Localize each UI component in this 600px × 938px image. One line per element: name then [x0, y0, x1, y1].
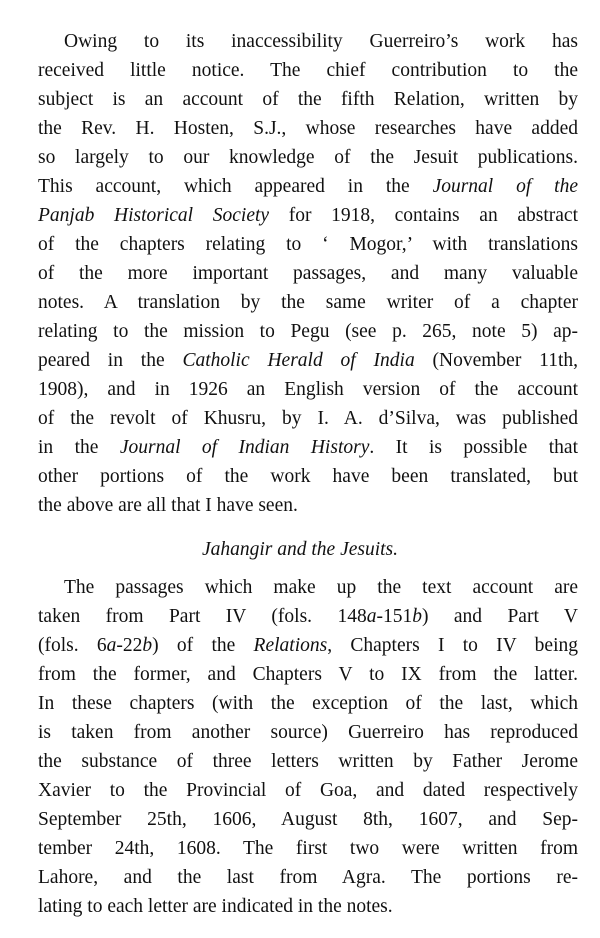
text-line: the above are all that I have seen.: [38, 495, 298, 516]
text-line: so largely to our knowledge of the Jesuit publications.: [38, 147, 578, 168]
text-line: Owing to its inaccessibility Guerreiro’s work has: [64, 31, 578, 52]
text-line: of the chapters relating to ‘ Mogor,’ with translations: [38, 234, 578, 255]
journal-title: Journal of Indian History: [119, 437, 370, 458]
text-line: (fols. 6a-22b) of the Relations, Chapters I to IV being: [38, 635, 578, 656]
section-heading: Jahangir and the Jesuits.: [201, 539, 399, 560]
text-line: the substance of three letters written by Father Jerome: [38, 751, 578, 772]
text-line: other portions of the work have been translated, but: [38, 466, 578, 487]
journal-title: Panjab Historical Society: [38, 205, 270, 226]
text-line: tember 24th, 1608. The first two were written from: [38, 838, 578, 859]
text-line: Panjab Historical Society for 1918, contains an abstract: [38, 205, 578, 226]
text-line: In these chapters (with the exception of the last, which: [38, 693, 578, 714]
text-line: in the Journal of Indian History. It is possible that: [38, 437, 578, 458]
text-line: relating to the mission to Pegu (see p. 265, note 5) ap-: [38, 321, 578, 342]
text-line: is taken from another source) Guerreiro has reproduced: [38, 722, 578, 743]
journal-title: Catholic Herald of India: [182, 350, 415, 371]
text-line: peared in the Catholic Herald of India (November 11th,: [38, 350, 578, 371]
text-line: Xavier to the Provincial of Goa, and dated respectively: [38, 780, 578, 801]
text-line: 1908), and in 1926 an English version of the account: [38, 379, 578, 400]
text-line: subject is an account of the fifth Relation, written by: [38, 89, 578, 110]
book-title: Relations: [253, 635, 328, 656]
text-line: The passages which make up the text account are: [64, 577, 578, 598]
text-line: September 25th, 1606, August 8th, 1607, and Sep-: [38, 809, 578, 830]
text-line: Lahore, and the last from Agra. The portions re-: [38, 867, 578, 888]
text-line: taken from Part IV (fols. 148a-151b) and Part V: [38, 606, 579, 627]
text-line: This account, which appeared in the Journal of the: [38, 176, 579, 197]
text-line: the Rev. H. Hosten, S.J., whose researches have added: [38, 118, 578, 139]
text-line: notes. A translation by the same writer of a chapter: [38, 292, 578, 313]
text-line: of the revolt of Khusru, by I. A. d’Silva, was published: [38, 408, 578, 429]
text-line: from the former, and Chapters V to IX from the latter.: [38, 664, 578, 685]
text-line: lating to each letter are indicated in the notes.: [38, 896, 393, 917]
text-line: received little notice. The chief contribution to the: [38, 60, 578, 81]
text-line: of the more important passages, and many valuable: [38, 263, 578, 284]
journal-title: Journal of the: [432, 176, 579, 197]
